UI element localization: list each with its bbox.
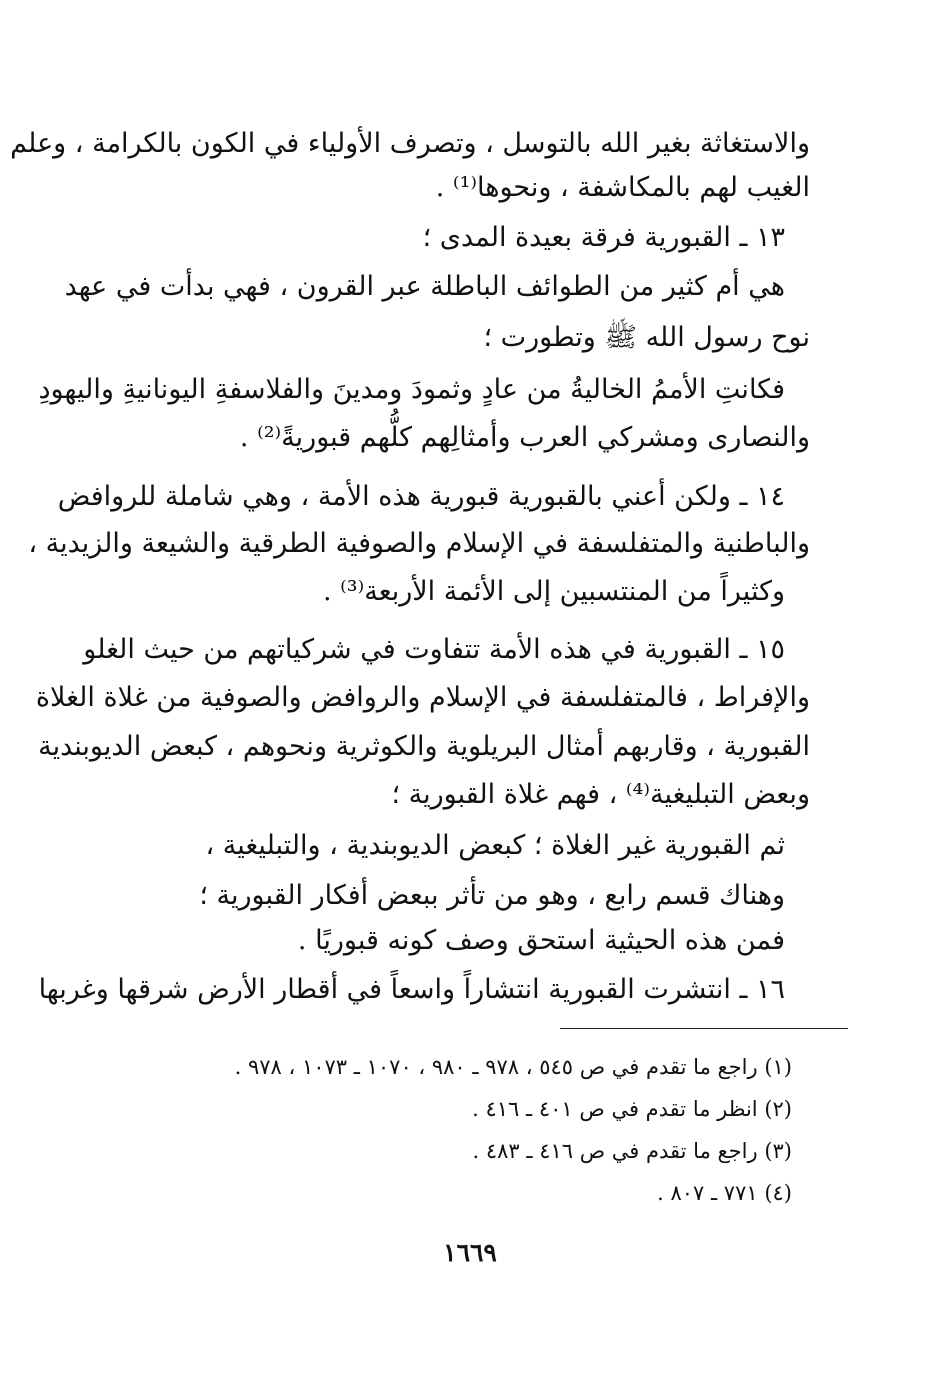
footnote-divider [560,1028,848,1029]
body-line: هي أم كثير من الطوائف الباطلة عبر القرون ، فهي بدأت في عهد [64,271,785,302]
body-line: والنصارى ومشركي العرب وأمثالِهم كلُّهم قبوريةً⁽²⁾ . [239,422,810,453]
page-number: ١٦٦٩ [443,1238,497,1267]
body-line: وهناك قسم رابع ، وهو من تأثر ببعض أفكار القبورية ؛ [199,880,785,911]
body-line: الغيب لهم بالمكاشفة ، ونحوها⁽¹⁾ . [435,172,810,203]
body-line: ثم القبورية غير الغلاة ؛ كبعض الديوبندية ، والتبليغية ، [205,830,785,861]
body-line: والإفراط ، فالمتفلسفة في الإسلام والروافض والصوفية من غلاة الغلاة [35,682,810,713]
body-line: وكثيراً من المنتسبين إلى الأئمة الأربعة⁽³⁾ . [322,576,785,607]
body-line: ١٤ ـ ولكن أعني بالقبورية قبورية هذه الأمة ، وهي شاملة للروافض [57,481,785,512]
footnote-item: (٢) انظر ما تقدم في ص ٤٠١ ـ ٤١٦ . [472,1097,792,1121]
body-line: القبورية ، وقاربهم أمثال البريلوية والكوثرية ونحوهم ، كبعض الديوبندية [38,731,810,762]
footnote-item: (٣) راجع ما تقدم في ص ٤١٦ ـ ٤٨٣ . [472,1139,792,1163]
body-line: ١٦ ـ انتشرت القبورية انتشاراً واسعاً في أقطار الأرض شرقها وغربها [38,974,785,1005]
footnote-item: (٤) ٧٧١ ـ ٨٠٧ . [657,1181,792,1205]
body-line: فكانتِ الأممُ الخاليةُ من عادٍ وثمودَ ومدينَ والفلاسفةِ اليونانيةِ واليهودِ [38,374,785,405]
body-line: ١٥ ـ القبورية في هذه الأمة تتفاوت في شركياتهم من حيث الغلو [83,634,785,665]
body-line: والباطنية والمتفلسفة في الإسلام والصوفية الطرقية والشيعة والزيدية ، [28,528,810,559]
body-line: وبعض التبليغية⁽⁴⁾ ، فهم غلاة القبورية ؛ [391,779,810,810]
body-line: نوح رسول الله ﷺ وتطورت ؛ [483,322,810,353]
body-line: والاستغاثة بغير الله بالتوسل ، وتصرف الأولياء في الكون بالكرامة ، وعلم [10,128,810,159]
body-line: ١٣ ـ القبورية فرقة بعيدة المدى ؛ [422,222,785,253]
body-line: فمن هذه الحيثية استحق وصف كونه قبوريًا . [297,925,785,956]
footnote-item: (١) راجع ما تقدم في ص ٥٤٥ ، ٩٧٨ ـ ٩٨٠ ، ١٠٧٠ ـ ١٠٧٣ ، ٩٧٨ . [234,1055,792,1079]
